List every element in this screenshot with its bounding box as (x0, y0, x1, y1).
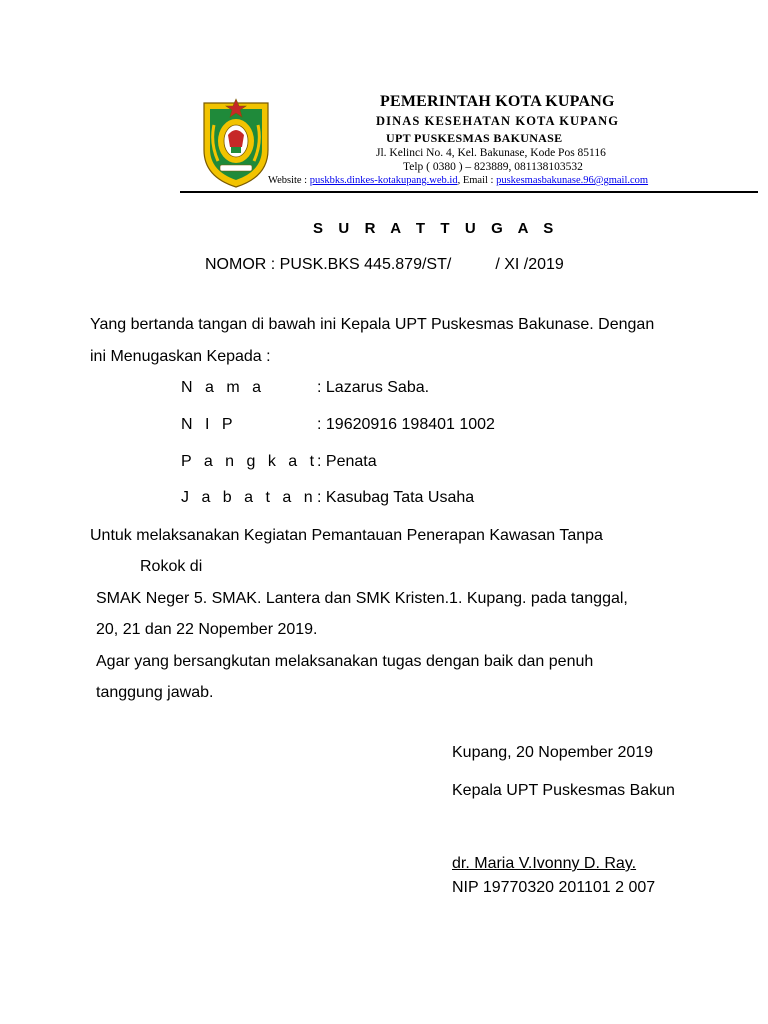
website-label: Website : (268, 175, 310, 186)
website-link[interactable]: puskbks.dinkes-kotakupang.web.id (309, 175, 458, 186)
signature-nip: NIP 19770320 201101 2 007 (452, 879, 656, 896)
intro-line-1: Yang bertanda tangan di bawah ini Kepala UPT Puskesmas Bakunase. Dengan (90, 316, 655, 333)
field-label-nip: N I P (181, 416, 237, 433)
email-label: , Email : (457, 175, 497, 186)
letterhead-address: Jl. Kelinci No. 4, Kel. Bakunase, Kode Pos 85116 (376, 147, 606, 159)
field-label-nama: N a m a (181, 379, 266, 396)
letterhead-government: PEMERINTAH KOTA KUPANG (380, 93, 615, 110)
body-line-4: 20, 21 dan 22 Nopember 2019. (96, 621, 318, 638)
field-value-nip: : 19620916 198401 1002 (317, 416, 495, 433)
body-line-1: Untuk melaksanakan Kegiatan Pemantauan Penerapan Kawasan Tanpa (90, 527, 603, 544)
document-number (205, 256, 564, 274)
field-label-pangkat: P a n g k a t (181, 453, 319, 470)
email-link[interactable]: puskesmasbakunase.96@gmail.com (496, 175, 649, 186)
letterhead-department: DINAS KESEHATAN KOTA KUPANG (376, 114, 620, 128)
body-line-6: tanggung jawab. (96, 684, 214, 701)
body-line-2: Rokok di (140, 558, 203, 575)
body-line-5: Agar yang bersangkutan melaksanakan tugas dengan baik dan penuh (96, 653, 594, 670)
letterhead-unit: UPT PUSKESMAS BAKUNASE (386, 131, 563, 145)
letterhead-divider (180, 191, 758, 193)
signature-position: Kepala UPT Puskesmas Bakun (452, 782, 675, 799)
intro-line-2: ini Menugaskan Kepada : (90, 348, 271, 365)
number-suffix: / XI /2019 (495, 256, 564, 273)
field-label-jabatan: J a b a t a n (181, 489, 317, 506)
number-prefix: NOMOR : PUSK.BKS 445.879/ST/ (205, 256, 452, 273)
field-value-nama: : Lazarus Saba. (317, 379, 430, 396)
field-value-jabatan: : Kasubag Tata Usaha (317, 489, 475, 506)
signature-place-date: Kupang, 20 Nopember 2019 (452, 744, 654, 761)
document-title: S U R A T T U G A S (313, 220, 559, 237)
letterhead-contact-line (268, 175, 648, 186)
coat-of-arms-logo-icon (198, 95, 274, 190)
field-value-pangkat: : Penata (317, 453, 377, 470)
body-line-3: SMAK Neger 5. SMAK. Lantera dan SMK Kristen.1. Kupang. pada tanggal, (96, 590, 628, 607)
signature-name: dr. Maria V.Ivonny D. Ray. (452, 855, 637, 872)
letterhead-phone: Telp ( 0380 ) – 823889, 081138103532 (403, 161, 583, 173)
